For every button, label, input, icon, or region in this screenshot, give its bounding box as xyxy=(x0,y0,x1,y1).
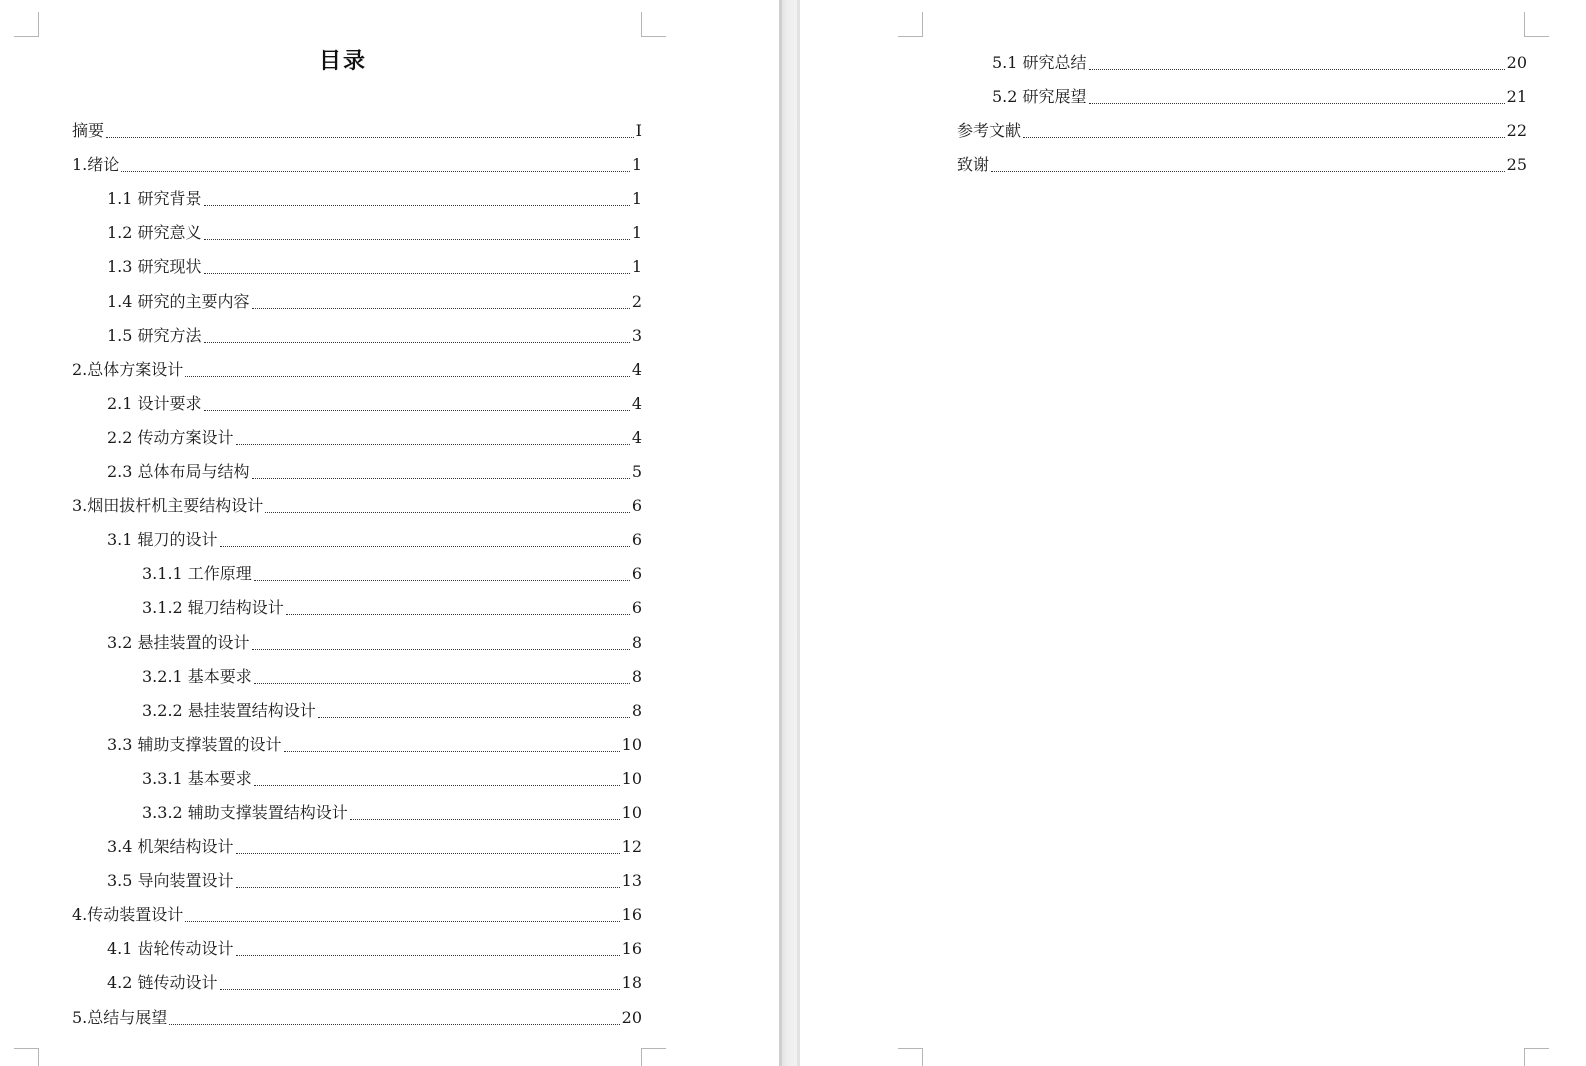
toc-page-number: 4 xyxy=(631,427,642,447)
toc-dot-leader xyxy=(991,171,1505,172)
crop-mark xyxy=(1524,1048,1549,1066)
toc-page-number: 22 xyxy=(1506,121,1527,141)
toc-entry[interactable] xyxy=(72,314,642,348)
toc-page-number: 12 xyxy=(621,837,642,857)
toc-entry-title: 3.2 悬挂装置的设计 xyxy=(107,632,250,652)
toc-dot-leader xyxy=(284,751,620,752)
toc-entry-title: 5.1 研究总结 xyxy=(992,53,1087,73)
toc-entry[interactable] xyxy=(72,552,642,586)
toc-page-number: 1 xyxy=(631,223,642,243)
toc-dot-leader xyxy=(254,785,620,786)
toc-entry-title: 1.绪论 xyxy=(72,155,120,175)
toc-list xyxy=(72,109,642,1030)
toc-page-number: 20 xyxy=(1506,53,1527,73)
toc-entry-title: 3.3.2 辅助支撑装置结构设计 xyxy=(142,802,348,822)
toc-entry-title: 2.2 传动方案设计 xyxy=(107,427,234,447)
toc-page-number: 6 xyxy=(631,564,642,584)
toc-dot-leader xyxy=(1089,69,1505,70)
toc-entry-title: 4.1 齿轮传动设计 xyxy=(107,939,234,959)
toc-entry[interactable] xyxy=(957,75,1527,109)
toc-entry-title: 1.1 研究背景 xyxy=(107,189,202,209)
toc-entry-title: 5.总结与展望 xyxy=(72,1007,168,1027)
toc-page-number: 4 xyxy=(631,393,642,413)
toc-page-number: 8 xyxy=(631,666,642,686)
toc-page-number: 8 xyxy=(631,700,642,720)
toc-entry[interactable] xyxy=(72,893,642,927)
toc-entry-title: 3.2.2 悬挂装置结构设计 xyxy=(142,700,316,720)
toc-dot-leader xyxy=(204,205,630,206)
toc-dot-leader xyxy=(220,989,620,990)
toc-entry[interactable] xyxy=(72,655,642,689)
toc-page-number: 1 xyxy=(631,155,642,175)
toc-entry[interactable] xyxy=(72,348,642,382)
toc-dot-leader xyxy=(252,478,630,479)
toc-entry-title: 3.4 机架结构设计 xyxy=(107,837,234,857)
toc-dot-leader xyxy=(204,273,630,274)
toc-entry[interactable] xyxy=(72,859,642,893)
document-page-right[interactable] xyxy=(800,0,1586,1066)
toc-entry-title: 1.2 研究意义 xyxy=(107,223,202,243)
toc-page-number: 5 xyxy=(631,462,642,482)
toc-entry[interactable] xyxy=(957,143,1527,177)
toc-page-number: 13 xyxy=(621,871,642,891)
toc-entry-title: 4.2 链传动设计 xyxy=(107,973,218,993)
toc-page-number: 6 xyxy=(631,598,642,618)
toc-entry[interactable] xyxy=(72,961,642,995)
toc-entry[interactable] xyxy=(72,484,642,518)
toc-page-number: 10 xyxy=(621,768,642,788)
toc-list-continued xyxy=(957,41,1527,177)
page-gutter xyxy=(779,0,800,1066)
toc-page-number: 18 xyxy=(621,973,642,993)
toc-dot-leader xyxy=(236,444,630,445)
crop-mark xyxy=(14,12,39,37)
toc-entry[interactable] xyxy=(72,382,642,416)
toc-page-number: 16 xyxy=(621,905,642,925)
toc-entry-title: 1.4 研究的主要内容 xyxy=(107,291,250,311)
toc-entry[interactable] xyxy=(72,586,642,620)
crop-mark xyxy=(641,1048,666,1066)
toc-entry-title: 3.1 辊刀的设计 xyxy=(107,530,218,550)
toc-entry[interactable] xyxy=(72,518,642,552)
toc-dot-leader xyxy=(185,921,619,922)
toc-page-number: I xyxy=(635,121,642,141)
toc-entry[interactable] xyxy=(72,995,642,1029)
toc-page-number: 8 xyxy=(631,632,642,652)
toc-entry-title: 3.3 辅助支撑装置的设计 xyxy=(107,734,282,754)
crop-mark xyxy=(898,12,923,37)
toc-page-number: 16 xyxy=(621,939,642,959)
toc-entry[interactable] xyxy=(72,279,642,313)
toc-dot-leader xyxy=(286,614,630,615)
toc-dot-leader xyxy=(1089,103,1505,104)
toc-entry-title: 3.5 导向装置设计 xyxy=(107,871,234,891)
toc-page-number: 21 xyxy=(1506,87,1527,107)
toc-entry-title: 2.总体方案设计 xyxy=(72,359,184,379)
toc-dot-leader xyxy=(220,546,630,547)
toc-entry-title: 3.2.1 基本要求 xyxy=(142,666,252,686)
toc-dot-leader xyxy=(185,376,630,377)
toc-entry[interactable] xyxy=(957,41,1527,75)
toc-page-number: 4 xyxy=(631,359,642,379)
toc-entry-title: 5.2 研究展望 xyxy=(992,87,1087,107)
toc-dot-leader xyxy=(106,137,634,138)
toc-dot-leader xyxy=(236,955,620,956)
toc-entry-title: 致谢 xyxy=(957,155,990,175)
toc-dot-leader xyxy=(318,717,630,718)
toc-dot-leader xyxy=(252,649,630,650)
toc-entry-title: 1.5 研究方法 xyxy=(107,325,202,345)
toc-page-number: 2 xyxy=(631,291,642,311)
toc-entry[interactable] xyxy=(72,689,642,723)
toc-page-number: 10 xyxy=(621,802,642,822)
crop-mark xyxy=(1524,12,1549,37)
toc-entry[interactable] xyxy=(72,211,642,245)
toc-entry-title: 4.传动装置设计 xyxy=(72,905,184,925)
toc-dot-leader xyxy=(254,580,630,581)
toc-entry[interactable] xyxy=(72,723,642,757)
toc-page-number: 6 xyxy=(631,530,642,550)
toc-entry[interactable] xyxy=(72,620,642,654)
toc-dot-leader xyxy=(204,239,630,240)
toc-dot-leader xyxy=(265,512,630,513)
toc-dot-leader xyxy=(254,683,630,684)
toc-entry[interactable] xyxy=(72,450,642,484)
toc-title: 目录 xyxy=(318,49,367,74)
toc-entry-title: 3.烟田拔杆机主要结构设计 xyxy=(72,496,264,516)
crop-mark xyxy=(898,1048,923,1066)
toc-page-number: 25 xyxy=(1506,155,1527,175)
toc-dot-leader xyxy=(252,308,630,309)
toc-page-number: 1 xyxy=(631,189,642,209)
toc-entry[interactable] xyxy=(72,245,642,279)
toc-entry[interactable] xyxy=(72,177,642,211)
toc-entry[interactable] xyxy=(72,825,642,859)
toc-entry[interactable] xyxy=(72,109,642,143)
toc-entry-title: 3.1.2 辊刀结构设计 xyxy=(142,598,284,618)
toc-entry-title: 3.1.1 工作原理 xyxy=(142,564,252,584)
crop-mark xyxy=(14,1048,39,1066)
toc-page-number: 6 xyxy=(631,496,642,516)
toc-page-number: 3 xyxy=(631,325,642,345)
toc-dot-leader xyxy=(169,1024,619,1025)
toc-entry-title: 1.3 研究现状 xyxy=(107,257,202,277)
toc-entry-title: 摘要 xyxy=(72,121,105,141)
toc-entry[interactable] xyxy=(957,109,1527,143)
toc-dot-leader xyxy=(350,819,620,820)
toc-page-number: 1 xyxy=(631,257,642,277)
toc-dot-leader xyxy=(236,853,620,854)
toc-dot-leader xyxy=(204,342,630,343)
toc-page-number: 20 xyxy=(621,1007,642,1027)
toc-entry[interactable] xyxy=(72,416,642,450)
toc-entry-title: 3.3.1 基本要求 xyxy=(142,768,252,788)
document-page-left[interactable] xyxy=(0,0,779,1066)
toc-entry[interactable] xyxy=(72,143,642,177)
toc-entry-title: 2.1 设计要求 xyxy=(107,393,202,413)
toc-entry-title: 参考文献 xyxy=(957,121,1022,141)
toc-dot-leader xyxy=(1023,137,1505,138)
toc-entry[interactable] xyxy=(72,791,642,825)
toc-page-number: 10 xyxy=(621,734,642,754)
toc-entry[interactable] xyxy=(72,927,642,961)
toc-dot-leader xyxy=(236,887,620,888)
crop-mark xyxy=(641,12,666,37)
toc-entry-title: 2.3 总体布局与结构 xyxy=(107,462,250,482)
toc-entry[interactable] xyxy=(72,757,642,791)
toc-dot-leader xyxy=(204,410,630,411)
toc-dot-leader xyxy=(121,171,630,172)
